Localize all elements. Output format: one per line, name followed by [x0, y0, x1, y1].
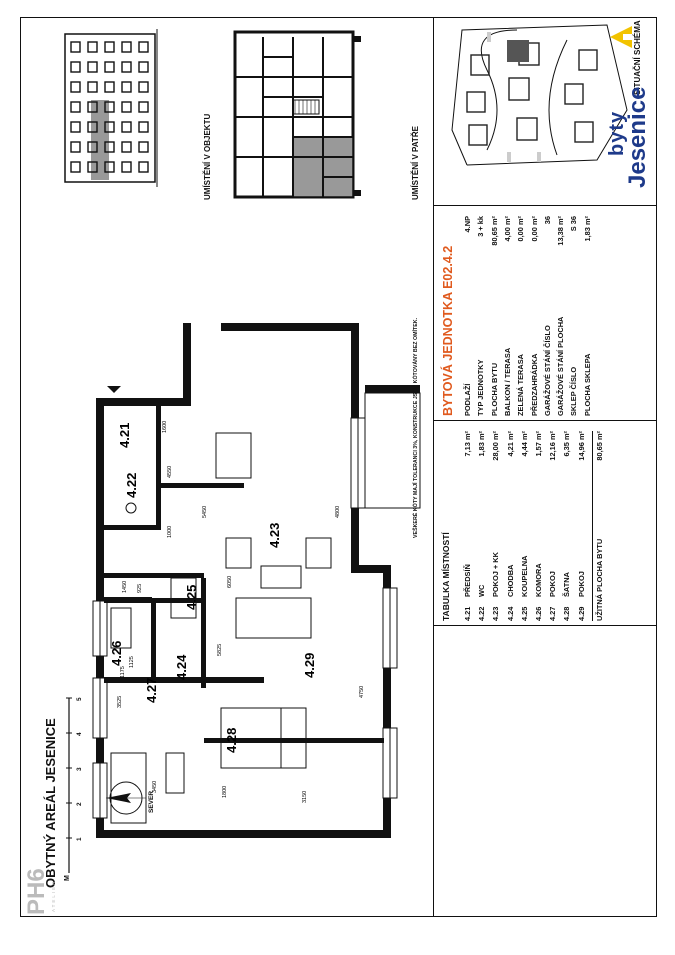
room-number: 4.29 [576, 606, 586, 621]
project-name: OBYTNÝ AREÁL JESENICE [43, 718, 58, 888]
param-value: 0,00 m² [529, 216, 539, 242]
scale-tick-label: 1 [76, 837, 83, 841]
room-area: 28,00 m² [491, 431, 501, 461]
total-rule [592, 431, 593, 621]
room-label-r427: 4.27 [144, 677, 159, 703]
room-label-r426: 4.26 [109, 640, 124, 666]
param-label: PODLAŽÍ [463, 383, 472, 416]
dimension-d1175: 1175 [120, 666, 126, 678]
room-area: 7,13 m² [463, 431, 472, 457]
rooms-title: TABULKA MÍSTNOSTÍ [441, 532, 451, 621]
total-label: UŽITNÁ PLOCHA BYTU [594, 538, 604, 621]
room-area: 6,35 m² [562, 431, 572, 457]
param-label: SKLEP ČÍSLO [569, 366, 579, 416]
wall-top-step [183, 323, 191, 406]
armchair [226, 538, 251, 568]
room-number: 4.23 [491, 606, 501, 621]
param-row [476, 216, 489, 416]
param-row [530, 216, 543, 416]
room-label-r428: 4.28 [224, 727, 239, 753]
logo-line1: byty [606, 110, 628, 156]
param-label: GARÁŽOVÉ STÁNÍ PLOCHA [556, 316, 566, 416]
room-area: 1,57 m² [534, 431, 543, 457]
param-value: S 36 [569, 216, 579, 232]
panel-divider-c [433, 625, 657, 626]
param-row [503, 216, 516, 416]
room-row [534, 431, 547, 621]
dimension-d1600: 1600 [162, 420, 168, 433]
rotated-sheet-content [21, 18, 657, 917]
north-label: SEVER [148, 790, 155, 813]
panel-divider-b [433, 420, 657, 421]
wc-bowl [126, 503, 136, 513]
rooms-panel [441, 426, 651, 621]
param-value: 4.NP [463, 216, 472, 233]
wall-closet [204, 677, 264, 683]
total-row [595, 431, 608, 621]
floor-position-title: UMÍSTĚNÍ V PATŘE [411, 126, 420, 200]
room-number: 4.24 [505, 606, 515, 621]
scale-tick-label: 4 [76, 732, 83, 736]
dimension-d4800: 4800 [335, 505, 341, 518]
building-position-title: UMÍSTĚNÍ V OBJEKTU [203, 113, 212, 200]
room-row [562, 431, 575, 621]
wall-4-26 [104, 597, 152, 603]
room-label-r422: 4.22 [124, 472, 139, 498]
param-label: PLOCHA BYTU [489, 362, 499, 416]
wall-bottom [96, 830, 391, 838]
unit-info-panel [441, 211, 651, 416]
room-row [477, 431, 490, 621]
armchair [306, 538, 331, 568]
sofa [236, 598, 311, 638]
wall-top-right [221, 323, 359, 331]
param-row [490, 216, 503, 416]
scale-bar [64, 693, 96, 881]
logo-line2: Jesenice [624, 86, 651, 188]
room-name: CHODBA [505, 564, 515, 597]
room-area: 1,83 m² [477, 431, 487, 457]
scale-tick-label: 3 [76, 767, 83, 771]
dimension-d4550: 4550 [167, 465, 173, 478]
wall-chodba [151, 603, 156, 683]
room-name: KOMORA [534, 563, 543, 597]
dimension-d4750: 4750 [359, 685, 365, 698]
room-area: 4,21 m² [505, 431, 515, 457]
room-name: PŘEDSÍŇ [463, 564, 472, 597]
situation-scheme-title: SITUAČNÍ SCHÉMA [633, 20, 642, 95]
room-label-r424: 4.24 [174, 654, 189, 680]
param-value: 36 [542, 216, 552, 225]
room-name: KOUPELNA [519, 555, 529, 597]
room-name: WC [477, 584, 487, 597]
dining-table [216, 433, 251, 478]
param-value: 80,65 m² [489, 216, 499, 246]
param-row [583, 216, 596, 416]
scale-tick-label: 2 [76, 802, 83, 806]
room-number: 4.25 [519, 606, 529, 621]
room-name: POKOJ + KK [491, 552, 501, 597]
roof-icon [608, 24, 634, 50]
balcony [365, 393, 420, 508]
wall-top-left [96, 398, 191, 406]
dimension-d1450: 1450 [122, 580, 128, 593]
dimension-d3450: 3450 [152, 780, 158, 793]
room-area: 12,16 m² [548, 431, 558, 461]
param-row [463, 216, 476, 416]
site-plan-icon [447, 20, 632, 170]
total-value: 80,65 m² [594, 431, 604, 461]
north-arrow-icon [101, 773, 151, 823]
atelier-mark: PH6 [23, 868, 50, 915]
unit-title: BYTOVÁ JEDNOTKA E02.4.2 [441, 245, 455, 416]
room-number: 4.22 [477, 606, 487, 621]
room-area: 4,44 m² [519, 431, 529, 457]
room-label-r421: 4.21 [117, 422, 132, 448]
room-row [520, 431, 533, 621]
param-value: 3 + kk [476, 216, 486, 237]
dimension-d3150: 3150 [302, 790, 308, 803]
tolerance-note: VEŠKERÉ KÓTY MAJÍ TOLERANCI 3%, KONSTRUKCE JSOU KÓTOVÁNY BEZ OMÍTEK. [413, 317, 419, 538]
param-label: ZELENÁ TERASA [516, 353, 526, 416]
dimension-d5825: 5825 [217, 643, 223, 656]
wall-hall [156, 400, 161, 530]
scale-label: M [64, 875, 71, 881]
param-label: TYP JEDNOTKY [476, 359, 486, 416]
room-row [506, 431, 519, 621]
dimension-d3525: 3525 [117, 695, 123, 708]
dimension-d6050: 6050 [227, 575, 233, 588]
atelier-sub: ATELIER [51, 879, 56, 912]
desk [166, 753, 184, 793]
room-area: 14,96 m² [576, 431, 586, 461]
param-row [569, 216, 582, 416]
param-row [516, 216, 529, 416]
room-number: 4.28 [562, 606, 572, 621]
param-value: 1,83 m² [582, 216, 592, 242]
room-row [577, 431, 590, 621]
dimension-d1800: 1800 [222, 785, 228, 798]
room-label-r429: 4.29 [302, 652, 317, 678]
dimension-d5450: 5450 [202, 505, 208, 518]
dimension-d1000: 1000 [167, 525, 173, 538]
dimension-d925: 925 [137, 583, 143, 593]
param-label: PŘEDZAHRÁDKA [529, 353, 539, 416]
param-label: PLOCHA SKLEPA [582, 353, 592, 416]
param-value: 4,00 m² [502, 216, 512, 242]
room-row [463, 431, 476, 621]
panel-divider [433, 18, 434, 917]
room-label-r425: 4.25 [184, 584, 199, 610]
coffee-table [261, 566, 301, 588]
param-value: 0,00 m² [516, 216, 526, 242]
north-arrow [101, 773, 156, 823]
param-row [543, 216, 556, 416]
entrance-arrow [107, 386, 121, 393]
scale-tick-label: 5 [76, 697, 83, 701]
wall-wc [104, 525, 159, 530]
room-number: 4.21 [463, 606, 472, 621]
wall-4-24 [201, 578, 206, 688]
wall-bath [104, 573, 204, 578]
room-row [491, 431, 504, 621]
dimension-d1125: 1125 [129, 656, 135, 668]
param-row [556, 216, 569, 416]
room-number: 4.27 [548, 606, 558, 621]
room-name: ŠATNA [562, 572, 572, 597]
drawing-sheet [20, 17, 657, 917]
scale-bar-graphic [66, 693, 78, 873]
panel-divider-a [433, 205, 657, 206]
room-number: 4.26 [534, 606, 543, 621]
wall-kitchen [156, 483, 244, 488]
room-row [548, 431, 561, 621]
logo [606, 21, 656, 196]
room-name: POKOJ [576, 571, 586, 597]
param-label: BALKON / TERASA [502, 347, 512, 416]
room-name: POKOJ [548, 571, 558, 597]
param-label: GARÁŽOVÉ STÁNÍ ČÍSLO [542, 325, 552, 416]
param-value: 13,38 m² [556, 216, 566, 246]
room-label-r423: 4.23 [267, 522, 282, 548]
